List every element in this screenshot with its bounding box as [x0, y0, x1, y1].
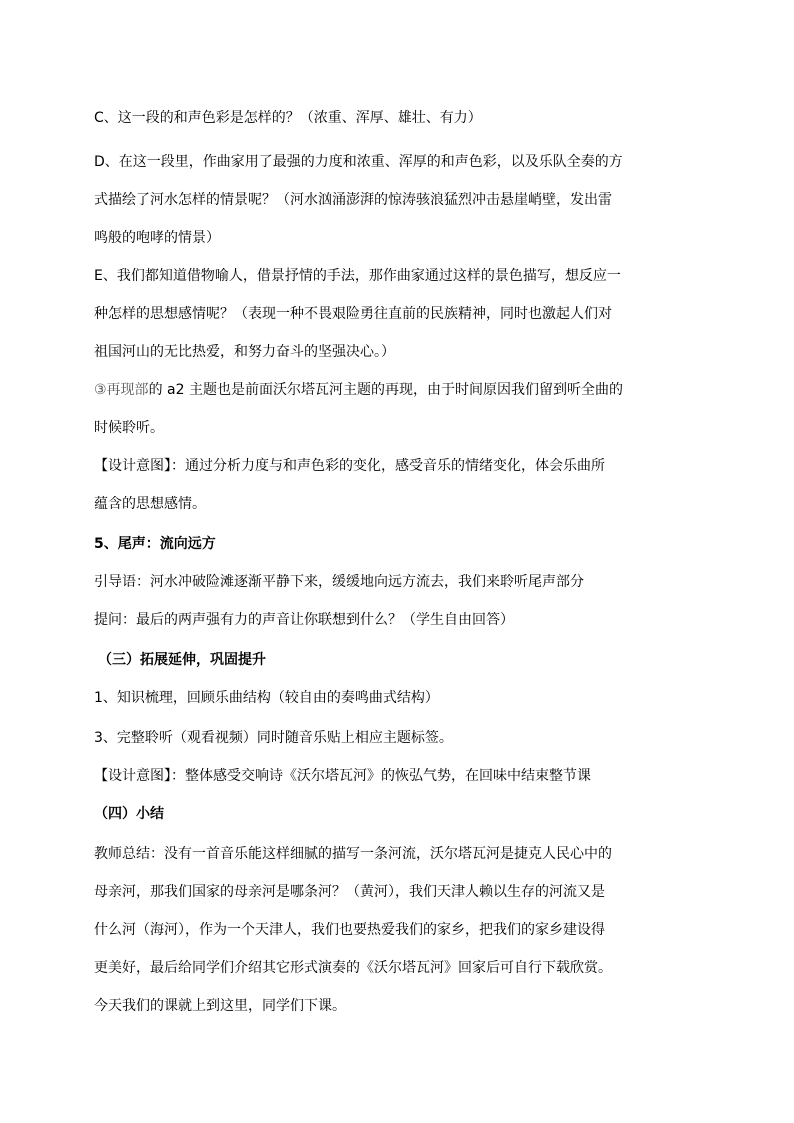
summary-line-2: 母亲河，那我们国家的母亲河是哪条河？（黄河），我们天津人赖以生存的河流又是 [94, 884, 605, 900]
guide-text: 引导语：河水冲破险滩逐渐平静下来，缓缓地向远方流去，我们来聆听尾声部分 [94, 574, 584, 590]
question-d-line-2: 式描绘了河水怎样的情景呢？（河水汹涌澎湃的惊涛骇浪猛烈冲击悬崖峭壁，发出雷 [94, 192, 612, 208]
summary-line-1: 教师总结：没有一首音乐能这样细腻的描写一条河流，沃尔塔瓦河是捷克人民心中的 [94, 846, 612, 862]
knowledge-item-1: 1、知识梳理，回顾乐曲结构（较自由的奏鸣曲式结构） [94, 690, 439, 706]
section-4-heading: （四）小结 [94, 806, 164, 822]
question-e-line-3: 祖国河山的无比热爱，和努力奋斗的坚强决心。） [94, 344, 395, 360]
recap-line-2: 时候聆听。 [94, 420, 164, 436]
recap-section-label: ③再现部 [94, 382, 149, 398]
section-5-heading: 5、尾声：流向远方 [94, 536, 216, 552]
question-c: C、这一段的和声色彩是怎样的？（浓重、浑厚、雄壮、有力） [94, 110, 482, 126]
summary-line-5: 今天我们的课就上到这里，同学们下课。 [94, 998, 346, 1014]
knowledge-item-3: 3、完整聆听（观看视频）同时随音乐贴上相应主题标签。 [94, 730, 453, 746]
question-e-line-2: 种怎样的思想感情呢？（表现一种不畏艰险勇往直前的民族精神，同时也激起人们对 [94, 306, 612, 322]
summary-line-4: 更美好，最后给同学们介绍其它形式演奏的《沃尔塔瓦河》回家后可自行下载欣赏。 [94, 960, 612, 976]
question-e-line-1: E、我们都知道借物喻人，借景抒情的手法，那作曲家通过这样的景色描写，想反应一 [94, 268, 621, 284]
question-d-line-3: 鸣般的咆哮的情景） [94, 230, 220, 246]
recap-line-1 [94, 380, 623, 400]
design-intent-2: 【设计意图】：整体感受交响诗《沃尔塔瓦河》的恢弘气势，在回味中结束整节课 [94, 768, 591, 784]
design-intent-1-line-2: 蕴含的思想感情。 [94, 496, 206, 512]
design-intent-1-line-1: 【设计意图】：通过分析力度与和声色彩的变化，感受音乐的情绪变化，体会乐曲所 [94, 458, 605, 474]
summary-line-3: 什么河（海河），作为一个天津人，我们也要热爱我们的家乡，把我们的家乡建设得 [94, 922, 605, 938]
question-text: 提问：最后的两声强有力的声音让你联想到什么？（学生自由回答） [94, 612, 514, 628]
section-3-heading: （三）拓展延伸，巩固提升 [98, 652, 266, 668]
question-d-line-1: D、在这一段里，作曲家用了最强的力度和浓重、浑厚的和声色彩，以及乐队全奏的方 [94, 154, 623, 170]
recap-text: 的 a2 主题也是前面沃尔塔瓦河主题的再现，由于时间原因我们留到听全曲的 [148, 382, 623, 398]
